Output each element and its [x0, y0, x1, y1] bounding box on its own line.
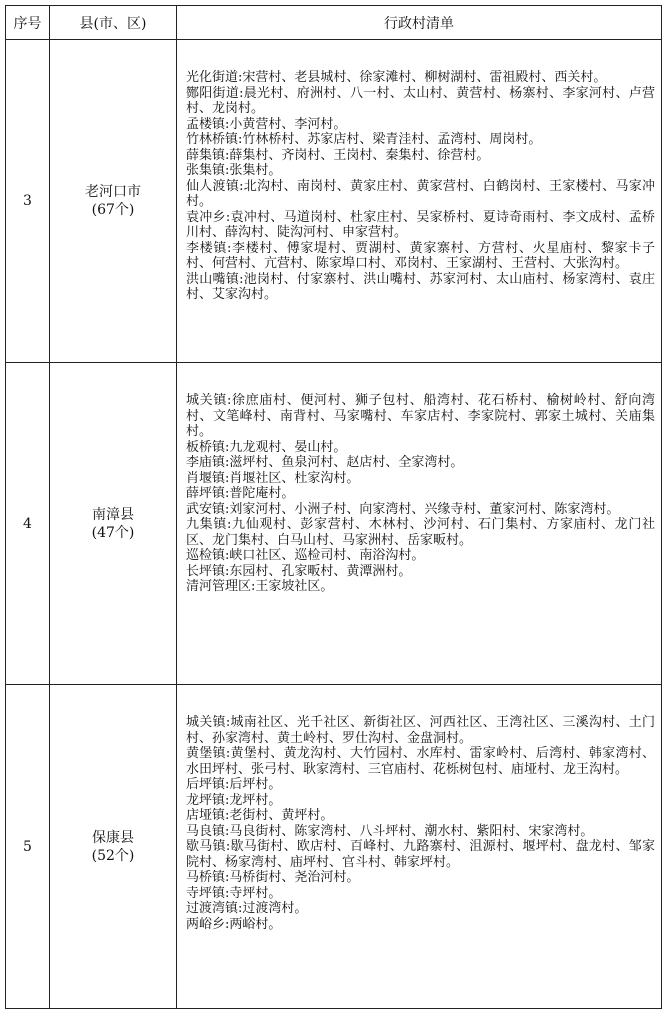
town-entry: 过渡湾镇:过渡湾村。: [186, 901, 308, 916]
town-entry: 酂阳街道:晨光村、府洲村、八一村、太山村、黄营村、杨寨村、李家河村、卢营村、龙岗村。: [186, 85, 655, 116]
row-county: [50, 685, 177, 1009]
town-entry: 薛坪镇:普陀庵村。: [186, 486, 295, 501]
county-name: 保康县: [92, 829, 134, 846]
town-entry: 李楼镇:李楼村、傅家堤村、贾湖村、黄家寨村、方营村、火星庙村、黎家卡子村、何营村、亢营村、陈家埠口村、邓岗村、王家湖村、王营村、大张沟村。: [186, 240, 655, 271]
town-entry: 马良镇:马良街村、陈家湾村、八斗坪村、潮水村、紫阳村、宋家湾村。: [186, 823, 594, 839]
town-entry: 城关镇:城南社区、光千社区、新街社区、河西社区、王湾社区、三溪沟村、土门村、孙家湾村、黄土岭村、罗仕沟村、金盘洞村。: [186, 715, 655, 746]
town-entry: 袁冲乡:袁冲村、马道岗村、杜家庄村、吴家桥村、夏诗奇雨村、李文成村、孟桥川村、薛沟村、陡沟河村、申家营村。: [186, 209, 655, 240]
town-entry: 张集镇:张集村。: [186, 163, 282, 178]
header-list: 行政村清单: [177, 6, 662, 40]
town-entry: 九集镇:九仙观村、彭家营村、木林村、沙河村、石门集村、方家庙村、龙门社区、龙门集村、白马山村、马家洲村、岳家畈村。: [186, 517, 655, 548]
village-list: [177, 685, 662, 1009]
town-entry: 龙坪镇:龙坪村。: [186, 792, 282, 808]
town-entry: 薛集镇:薛集村、齐岗村、王岗村、秦集村、徐营村。: [186, 147, 490, 163]
town-entry: 城关镇:徐庶庙村、便河村、狮子包村、船湾村、花石桥村、榆树岭村、舒向湾村、文笔峰村、南背村、马家嘴村、车家店村、李家院村、郭家土城村、关庙集村。: [186, 393, 655, 439]
town-entry: 李庙镇:滋坪村、鱼泉河村、赵店村、全家湾村。: [186, 455, 464, 470]
county-name: 南漳县: [92, 506, 134, 523]
town-entry: 歇马镇:歇马街村、欧店村、百峰村、九路寨村、沮源村、堰坪村、盘龙村、邹家院村、杨家湾村、庙坪村、官斗村、韩家坪村。: [186, 839, 655, 870]
row-seq: 3: [6, 40, 50, 363]
village-list-table: [5, 5, 662, 1009]
table-row: [6, 685, 662, 1009]
row-seq: 5: [6, 685, 50, 1009]
town-entry: 寺坪镇:寺坪村。: [186, 885, 282, 901]
header-county: 县(市、区): [50, 6, 177, 40]
town-entry: 长坪镇:东园村、孔家畈村、黄潭洲村。: [186, 563, 412, 579]
town-entry: 板桥镇:九龙观村、晏山村。: [186, 439, 347, 455]
header-seq: 序号: [6, 6, 50, 40]
village-count: (67个): [91, 202, 135, 218]
row-county: [50, 363, 177, 685]
table-row: [6, 40, 662, 363]
county-name: 老河口市: [85, 184, 141, 200]
table-row: [6, 363, 662, 685]
town-entry: 两峪乡:两峪村。: [186, 916, 282, 932]
town-entry: 武安镇:刘家河村、小洲子村、向家湾村、兴缘寺村、董家河村、陈家湾村。: [186, 501, 620, 517]
header-row: [6, 6, 662, 40]
town-entry: 清河管理区:王家坡社区。: [186, 579, 334, 594]
village-count: (47个): [91, 524, 135, 541]
town-entry: 后坪镇:后坪村。: [186, 777, 282, 792]
town-entry: 马桥镇:马桥街村、尧治河村。: [186, 870, 360, 885]
town-entry: 光化街道:宋营村、老县城村、徐家滩村、柳树湖村、雷祖殿村、西关村。: [186, 70, 607, 85]
town-entry: 巡检镇:峡口社区、巡检司村、南浴沟村。: [186, 548, 425, 563]
town-entry: 孟楼镇:小黄营村、李河村。: [186, 116, 347, 132]
town-entry: 店垭镇:老街村、黄坪村。: [186, 808, 334, 823]
village-list: [177, 40, 662, 363]
village-count: (52个): [91, 847, 135, 864]
town-entry: 肖堰镇:肖堰社区、杜家沟村。: [186, 470, 360, 486]
town-entry: 黄堡镇:黄堡村、黄龙沟村、大竹园村、水库村、雷家岭村、后湾村、韩家湾村、水田坪村、张弓村、耿家湾村、三官庙村、花栎树包村、庙垭村、龙王沟村。: [186, 746, 655, 777]
row-seq: 4: [6, 363, 50, 685]
town-entry: 洪山嘴镇:池岗村、付家寨村、洪山嘴村、苏家河村、太山庙村、杨家湾村、袁庄村、艾家沟村。: [186, 271, 655, 302]
town-entry: 仙人渡镇:北沟村、南岗村、黄家庄村、黄家营村、白鹤岗村、王家楼村、马家冲村。: [186, 178, 655, 209]
village-list: [177, 363, 662, 685]
town-entry: 竹林桥镇:竹林桥村、苏家店村、梁青洼村、孟湾村、周岗村。: [186, 132, 542, 147]
row-county: [50, 40, 177, 363]
